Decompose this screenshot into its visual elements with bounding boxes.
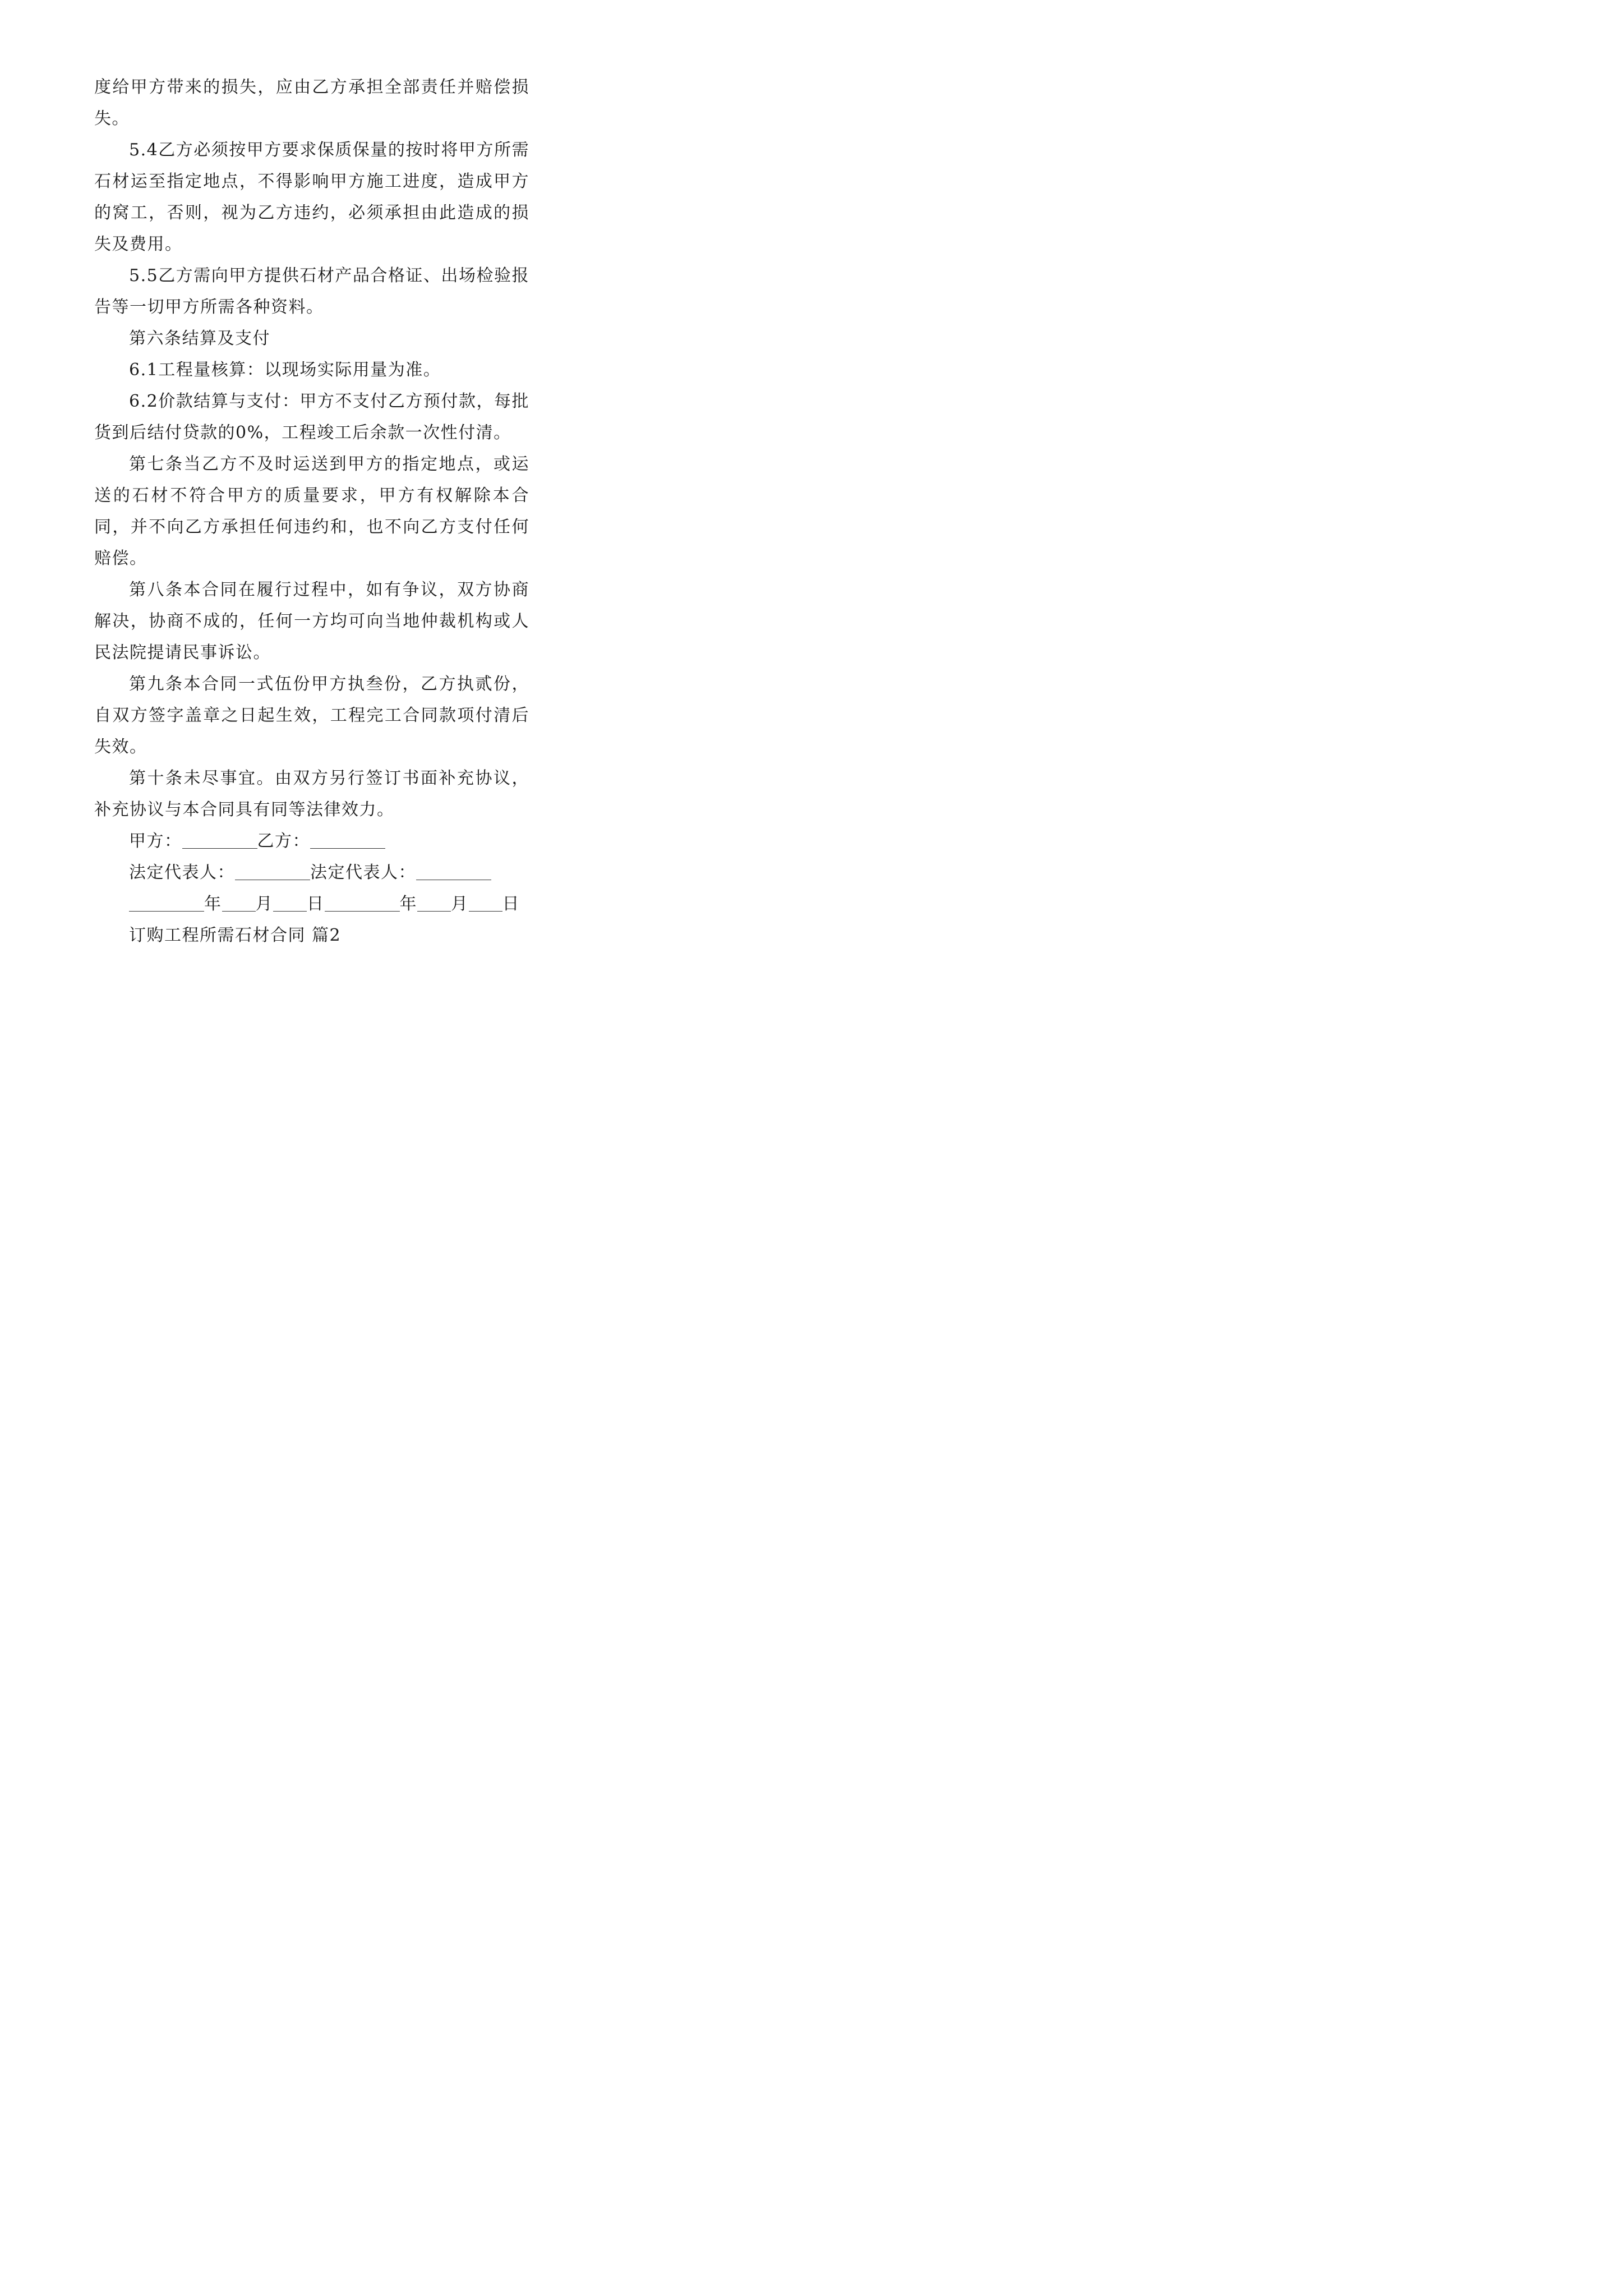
party-a-blank xyxy=(182,831,257,849)
clause-6-1: 6.1工程量核算：以现场实际用量为准。 xyxy=(129,360,441,380)
rep-b-label: 法定代表人： xyxy=(310,863,416,882)
rep-b-blank xyxy=(416,863,491,880)
clause-6-2: 6.2价款结算与支付：甲方不支付乙方预付款，每批货到后结付贷款的0%，工程竣工后余款一次性付清。 xyxy=(94,392,529,443)
date-a-year-blank xyxy=(129,894,204,912)
date-b-year-blank xyxy=(325,894,400,912)
date-a-day-blank xyxy=(273,894,307,912)
rep-a-blank xyxy=(235,863,310,880)
article-7: 第七条当乙方不及时运送到甲方的指定地点，或运送的石材不符合甲方的质量要求，甲方有权解除本合同，并不向乙方承担任何违约和，也不向乙方支付任何赔偿。 xyxy=(94,454,529,568)
date-b-month-label: 月 xyxy=(451,894,469,914)
document-page xyxy=(94,72,529,951)
article-8: 第八条本合同在履行过程中，如有争议，双方协商解决，协商不成的，任何一方均可向当地仲裁机构或人民法院提请民事诉讼。 xyxy=(94,580,529,662)
rep-a-label: 法定代表人： xyxy=(129,863,235,882)
date-b-day-blank xyxy=(469,894,502,912)
date-a-month-blank xyxy=(222,894,256,912)
signature-dates-row xyxy=(94,889,529,920)
article-6-heading: 第六条结算及支付 xyxy=(129,329,270,348)
article-9: 第九条本合同一式伍份甲方执叁份，乙方执贰份，自双方签字盖章之日起生效，工程完工合同款项付清后失效。 xyxy=(94,674,529,757)
party-b-blank xyxy=(310,831,385,849)
signature-representatives-row xyxy=(94,857,529,889)
date-b-month-blank xyxy=(417,894,451,912)
date-b-day-label: 日 xyxy=(502,894,520,914)
date-a-month-label: 月 xyxy=(255,894,273,914)
party-a-label: 甲方： xyxy=(129,831,182,851)
date-a-year-label: 年 xyxy=(204,894,222,914)
party-b-label: 乙方： xyxy=(257,831,310,851)
clause-5-5: 5.5乙方需向甲方提供石材产品合格证、出场检验报告等一切甲方所需各种资料。 xyxy=(94,266,529,317)
clause-5-4: 5.4乙方必须按甲方要求保质保量的按时将甲方所需石材运至指定地点，不得影响甲方施工进度，造成甲方的窝工，否则，视为乙方违约，必须承担由此造成的损失及费用。 xyxy=(94,140,529,254)
paragraph-continuation: 度给甲方带来的损失，应由乙方承担全部责任并赔偿损失。 xyxy=(94,77,529,128)
next-contract-title: 订购工程所需石材合同 篇2 xyxy=(129,926,342,945)
article-10: 第十条未尽事宜。由双方另行签订书面补充协议，补充协议与本合同具有同等法律效力。 xyxy=(94,769,529,820)
date-b-year-label: 年 xyxy=(399,894,417,914)
date-a-day-label: 日 xyxy=(307,894,325,914)
signature-parties-row xyxy=(94,826,529,857)
